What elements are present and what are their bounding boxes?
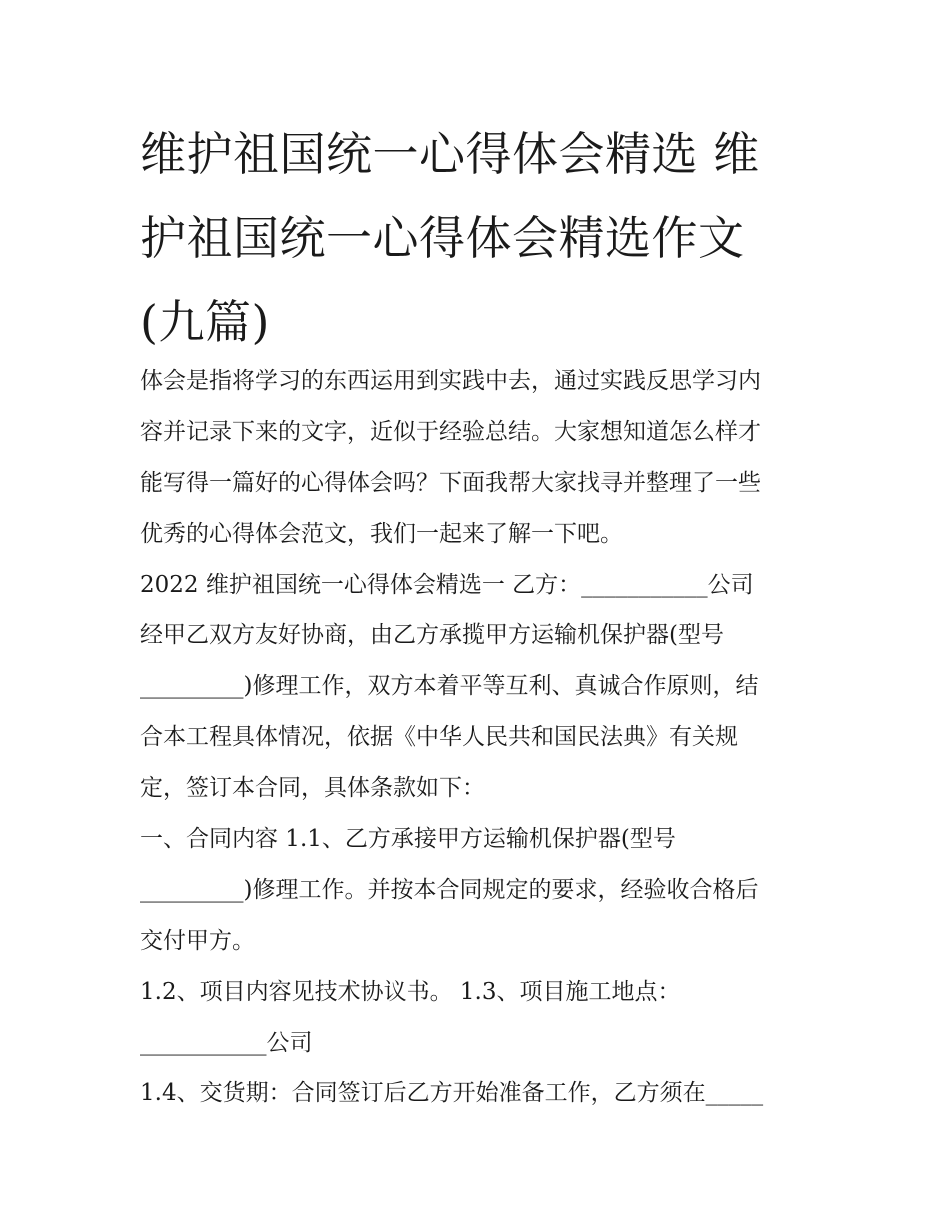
body-line-10: 一、合同内容 1.1、乙方承接甲方运输机保护器(型号 (140, 826, 676, 853)
body-line-1: 体会是指将学习的东西运用到实践中去，通过实践反思学习内 (140, 368, 761, 394)
body-line-3: 能写得一篇好的心得体会吗？下面我帮大家找寻并整理了一些 (140, 469, 761, 496)
body-line-2: 容并记录下来的文字，近似于经验总结。大家想知道怎么样才 (140, 418, 761, 445)
body-line-8: 合本工程具体情况，依据《中华人民共和国民法典》有关规 (140, 724, 738, 751)
body-line-9: 定，签订本合同，具体条款如下： (140, 775, 485, 802)
body-line-4: 优秀的心得体会范文，我们一起来了解一下吧。 (140, 520, 623, 547)
body-line-11: _________)修理工作。并按本合同规定的要求，经验收合格后 (140, 876, 759, 903)
document-body (140, 356, 820, 1119)
title-line-2: 护祖国统一心得体会精选作文 (140, 211, 745, 265)
body-line-6: 经甲乙双方友好协商，由乙方承揽甲方运输机保护器(型号 (140, 622, 724, 649)
body-line-7: _________)修理工作，双方本着平等互利、真诚合作原则，结 (140, 673, 759, 700)
body-line-13: 1.2、项目内容见技术协议书。 1.3、项目施工地点： (140, 978, 681, 1005)
title-line-3: (九篇) (140, 295, 270, 349)
body-line-15: 1.4、交货期：合同签订后乙方开始准备工作，乙方须在_____ (140, 1080, 764, 1107)
document-title (140, 112, 820, 364)
body-line-14: ___________公司 (140, 1029, 313, 1056)
body-line-5: 2022 维护祖国统一心得体会精选一 乙方：___________公司 (140, 571, 754, 598)
title-line-1: 维护祖国统一心得体会精选 维 (140, 127, 760, 181)
body-line-12: 交付甲方。 (140, 927, 255, 954)
